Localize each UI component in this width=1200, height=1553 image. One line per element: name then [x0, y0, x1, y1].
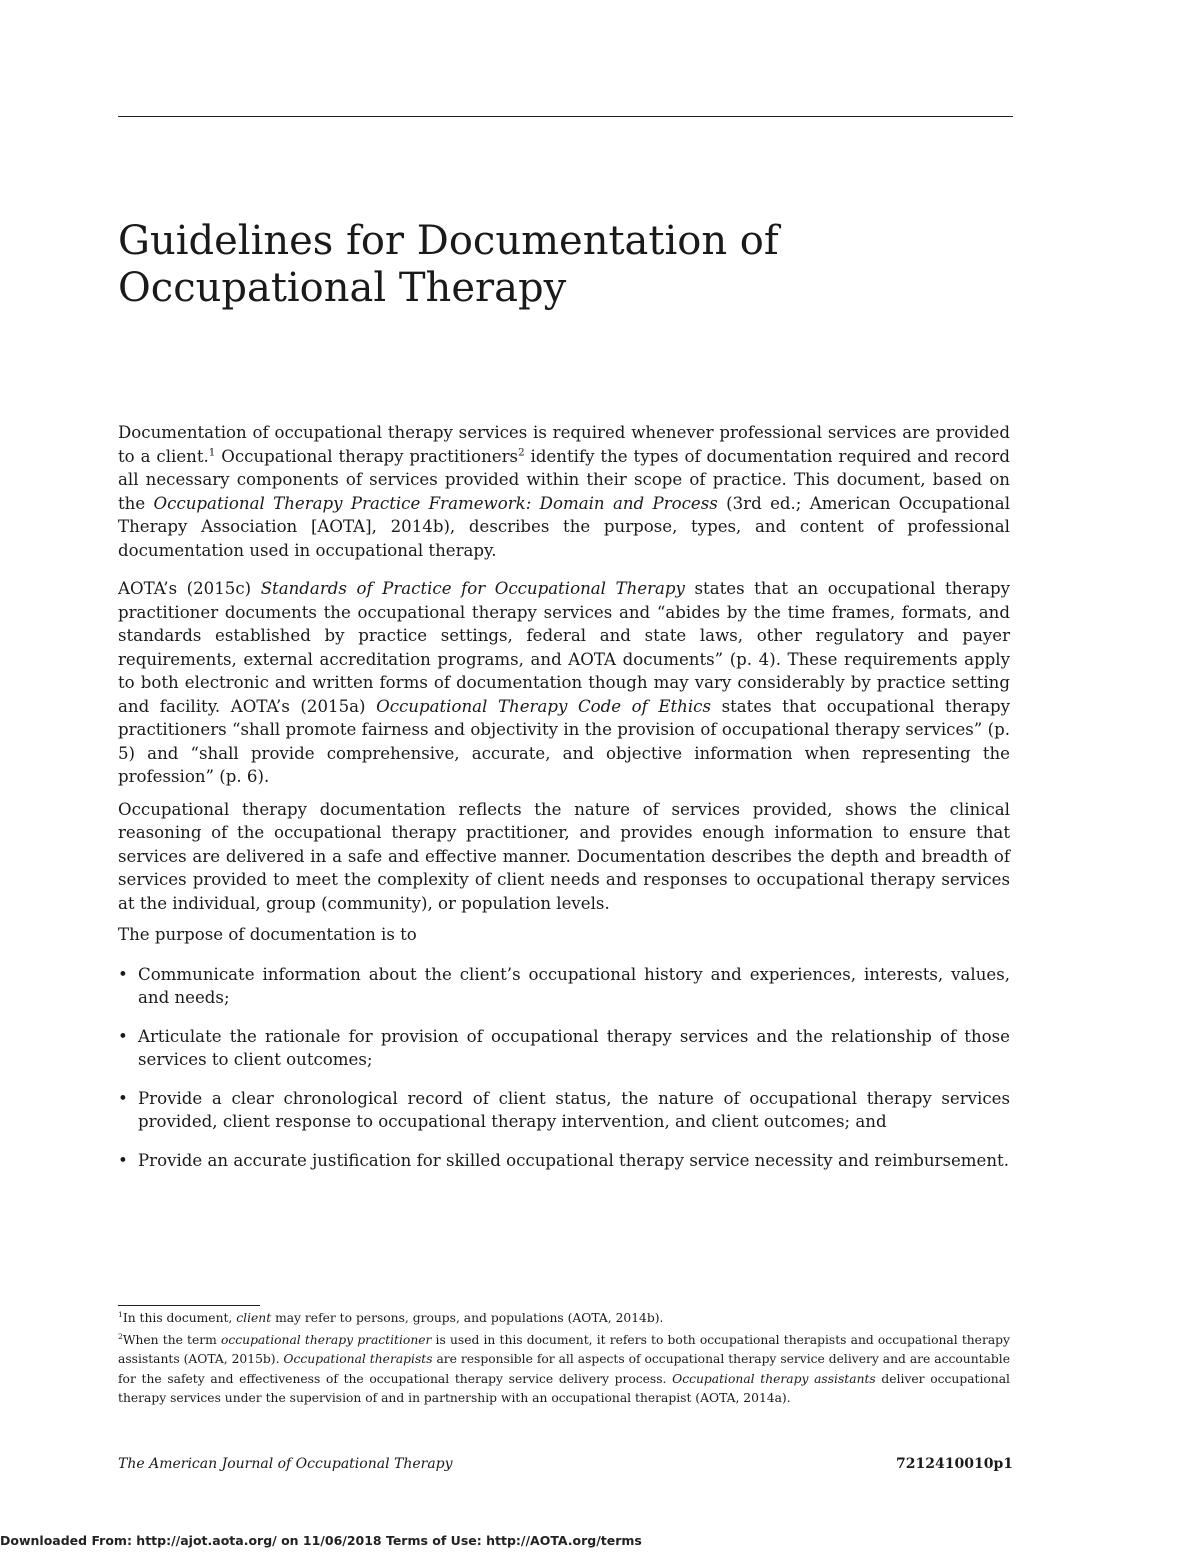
list-item: • Provide an accurate justification for skilled occupational therapy service necessity and reimbursement.: [118, 1149, 1010, 1173]
list-item: • Articulate the rationale for provision of occupational therapy services and the relationship of those services to client outcomes;: [118, 1026, 1010, 1069]
purpose-list: [118, 963, 1010, 1173]
footnote-rule: [118, 1305, 260, 1306]
footnote-ref-1[interactable]: 1: [208, 445, 216, 458]
body-text: [118, 421, 1010, 1187]
download-notice: Downloaded From: http://ajot.aota.org/ on 11/06/2018 Terms of Use: http://AOTA.org/terms: [0, 1533, 642, 1548]
footnotes: [118, 1305, 1010, 1411]
footnote-2: $^2$When the term occupational therapy practitioner is used in this document, it refers to both occupational therapists and occupational therapy assistants (AOTA, 2015b). Occupational therapists are responsible for all aspects of occupational therapy service delivery and are accountable for the safety and effectiveness of the occupational therapy service delivery process. Occupational therapy assistants deliver occupational therapy services under the supervision of and in partnership with an occupational therapist (AOTA, 2014a).: [118, 1331, 1010, 1405]
footnote-1: $^1$In this document, client may refer to persons, groups, and populations (AOTA, 2014b).: [118, 1309, 664, 1325]
footnote-ref-2[interactable]: 2: [518, 445, 525, 458]
bullet-icon: •: [118, 1088, 128, 1108]
paragraph-reflects: Occupational therapy documentation reflects the nature of services provided, shows the clinical reasoning of the occupational therapy practitioner, and provides enough information to ensure that services are delivered in a safe and effective manner. Documentation describes the depth and breadth of services provided to meet the complexity of client needs and responses to occupational therapy services at the individual, group (community), or population levels.: [118, 799, 1010, 913]
paragraph-standards: AOTA’s (2015c) Standards of Practice for Occupational Therapy states that an occupational therapy practitioner documents the occupational therapy services and “abides by the time frames, formats, and standards established by practice settings, federal and state laws, other regulatory and payer requirements, external accreditation programs, and AOTA documents” (p. 4). These requirements apply to both electronic and written forms of documentation though may vary considerably by practice setting and facility. AOTA’s (2015a) Occupational Therapy Code of Ethics states that occupational therapy practitioners “shall promote fairness and objectivity in the provision of occupational therapy services” (p. 5) and “shall provide comprehensive, accurate, and objective information when representing the profession” (p. 6).: [118, 579, 1010, 786]
bullet-icon: •: [118, 1150, 128, 1170]
bullet-icon: •: [118, 1026, 128, 1046]
bullet-icon: •: [118, 964, 128, 984]
page-id: 7212410010p1: [896, 1456, 1013, 1472]
journal-name: The American Journal of Occupational Therapy: [118, 1456, 453, 1472]
page-title: Guidelines for Documentation of Occupational Therapy: [118, 218, 779, 311]
paragraph-purpose-intro: The purpose of documentation is to: [118, 925, 417, 944]
top-rule: [118, 116, 1013, 117]
list-item: • Communicate information about the client’s occupational history and experiences, interests, values, and needs;: [118, 964, 1010, 1007]
paragraph-intro: Documentation of occupational therapy services is required whenever professional services are provided to a client.$^1$ Occupational therapy practitioners$^2$ identify the types of documentation required and record all necessary components of services provided within their scope of practice. This document, based on the Occupational Therapy Practice Framework: Domain and Process (3rd ed.; American Occupational Therapy Association [AOTA], 2014b), describes the purpose, types, and content of professional documentation used in occupational therapy.: [118, 423, 1011, 560]
list-item: • Provide a clear chronological record of client status, the nature of occupational therapy services provided, client response to occupational therapy intervention, and client outcomes; and: [118, 1088, 1010, 1131]
